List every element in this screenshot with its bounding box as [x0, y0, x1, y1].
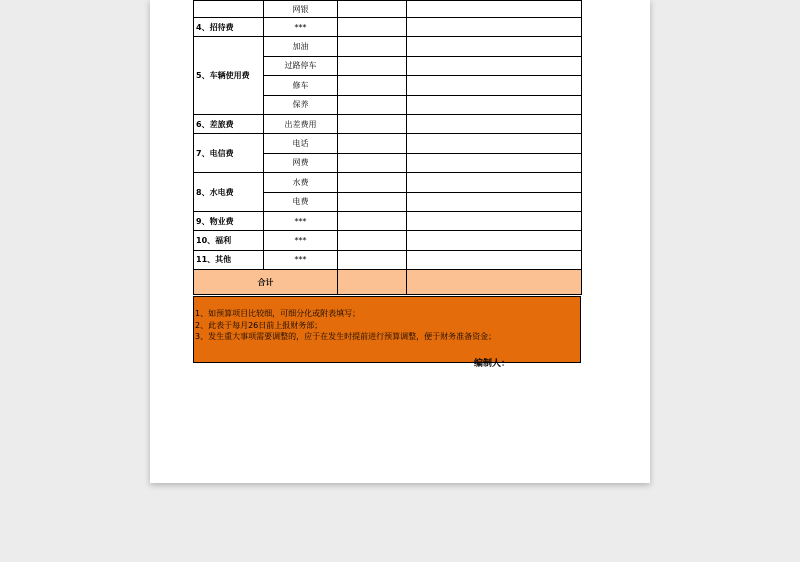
item-cell: 修车 [264, 76, 338, 95]
table-row [194, 1, 582, 18]
category-cell: 9、物业费 [194, 211, 264, 230]
amount-cell[interactable] [338, 250, 407, 269]
remark-cell[interactable] [407, 114, 582, 133]
item-cell: 电费 [264, 192, 338, 211]
remark-cell[interactable] [407, 76, 582, 95]
note-line: 1、如预算项目比较细，可细分化或附表填写； [195, 309, 361, 318]
amount-cell[interactable] [338, 18, 407, 37]
total-row [194, 270, 582, 295]
item-cell: *** [264, 211, 338, 230]
total-amount-cell[interactable] [338, 270, 407, 295]
category-cell: 4、招待费 [194, 18, 264, 37]
amount-cell[interactable] [338, 192, 407, 211]
note-line: 2、此表于每月26日前上报财务部； [195, 320, 323, 330]
note-line: 3、发生重大事项需要调整的，应于在发生时提前进行预算调整，便于财务准备资金； [195, 332, 497, 341]
category-cell: 5、车辆使用费 [194, 37, 264, 115]
amount-cell[interactable] [338, 153, 407, 172]
amount-cell[interactable] [338, 56, 407, 75]
item-cell: *** [264, 18, 338, 37]
amount-cell[interactable] [338, 211, 407, 230]
item-cell: 过路停车 [264, 56, 338, 75]
amount-cell[interactable] [338, 114, 407, 133]
table-row [194, 211, 582, 230]
amount-cell[interactable] [338, 231, 407, 250]
item-cell: 电话 [264, 134, 338, 153]
table-row [194, 231, 582, 250]
table-row [194, 250, 582, 269]
amount-cell[interactable] [338, 76, 407, 95]
remark-cell[interactable] [407, 231, 582, 250]
table-row [194, 37, 582, 56]
item-cell: *** [264, 250, 338, 269]
table-row [194, 114, 582, 133]
remark-cell[interactable] [407, 56, 582, 75]
item-cell: 保养 [264, 95, 338, 114]
remark-cell[interactable] [407, 211, 582, 230]
remark-cell[interactable] [407, 37, 582, 56]
category-cell: 7、电信费 [194, 134, 264, 173]
category-cell: 10、福利 [194, 231, 264, 250]
remark-cell[interactable] [407, 153, 582, 172]
table-row [194, 173, 582, 192]
item-cell: 加油 [264, 37, 338, 56]
table-row [194, 134, 582, 153]
item-cell: 出差费用 [264, 114, 338, 133]
amount-cell[interactable] [338, 1, 407, 18]
item-cell: 网费 [264, 153, 338, 172]
remark-cell[interactable] [407, 18, 582, 37]
amount-cell[interactable] [338, 37, 407, 56]
category-cell: 11、其他 [194, 250, 264, 269]
remark-cell[interactable] [407, 1, 582, 18]
item-cell: *** [264, 231, 338, 250]
total-label: 合计 [194, 270, 338, 295]
category-cell: 8、水电费 [194, 173, 264, 212]
category-cell: 6、差旅费 [194, 114, 264, 133]
notes-box [193, 296, 581, 363]
category-cell [194, 1, 264, 18]
remark-cell[interactable] [407, 134, 582, 153]
remark-cell[interactable] [407, 95, 582, 114]
remark-cell[interactable] [407, 250, 582, 269]
budget-table [193, 0, 582, 295]
remark-cell[interactable] [407, 173, 582, 192]
item-cell: 网银 [264, 1, 338, 18]
amount-cell[interactable] [338, 95, 407, 114]
amount-cell[interactable] [338, 134, 407, 153]
editor-label: 编制人： [474, 359, 511, 369]
amount-cell[interactable] [338, 173, 407, 192]
table-row [194, 18, 582, 37]
total-remark-cell[interactable] [407, 270, 582, 295]
remark-cell[interactable] [407, 192, 582, 211]
item-cell: 水费 [264, 173, 338, 192]
